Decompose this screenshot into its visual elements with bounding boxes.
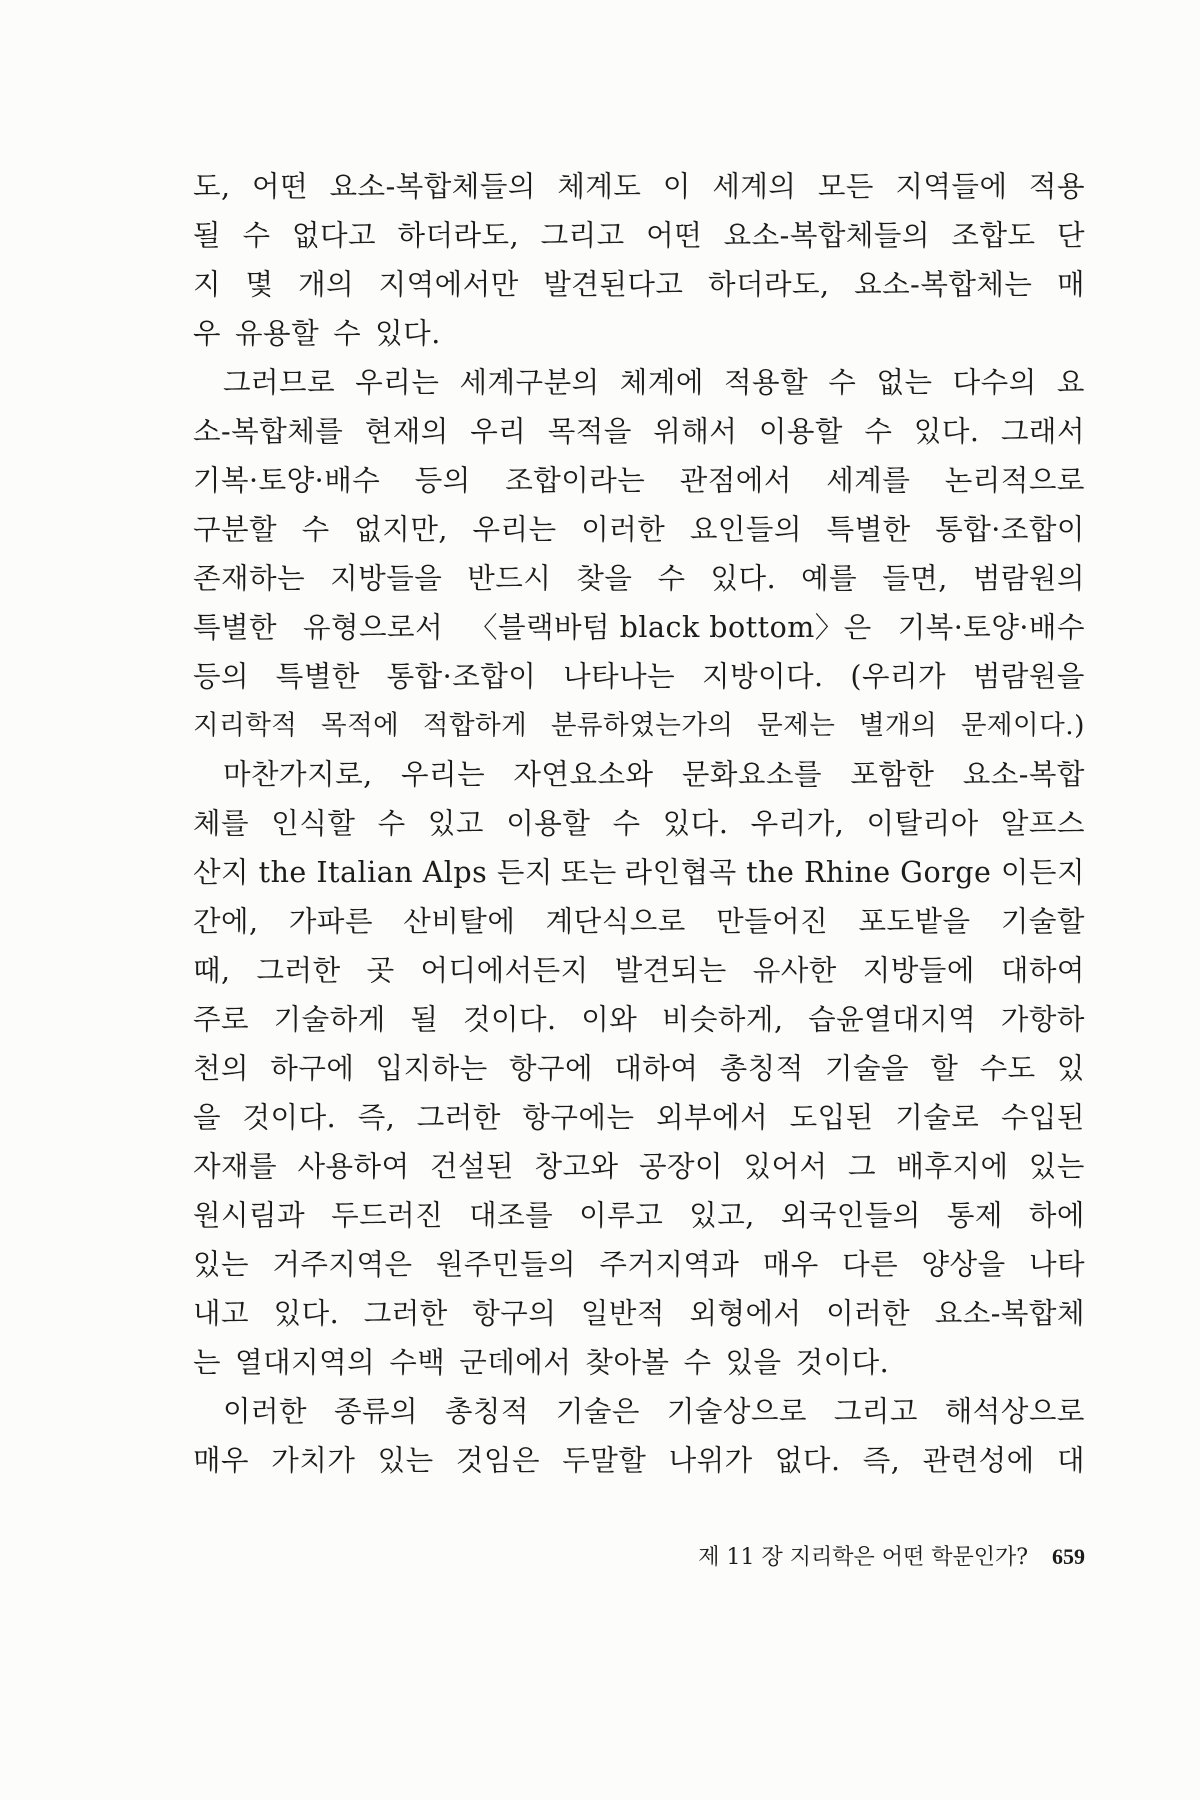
word: 비슷하게, (661, 1003, 784, 1036)
word: 요소-복합 (962, 758, 1085, 791)
word: 범람원의 (972, 562, 1085, 595)
word: 기술은 (555, 1395, 640, 1428)
word: 인식할 (271, 807, 356, 840)
word: 계단식으로 (545, 905, 686, 938)
word: 적용 (1028, 170, 1085, 203)
word: 할 (930, 1052, 959, 1085)
word: 항구에는 (522, 1101, 635, 1134)
word: 있다. (662, 807, 729, 840)
word: 일반적 (580, 1297, 665, 1330)
word: 어디에서든지 (420, 954, 589, 987)
word: 있을 (725, 1346, 782, 1379)
word: 알프스 (1000, 807, 1085, 840)
word: 특별한 (826, 513, 911, 546)
word: 체를 (193, 807, 250, 840)
word: 항구에 (508, 1052, 594, 1085)
word: 해석상으로 (944, 1395, 1085, 1428)
word: 통제 (946, 1199, 1003, 1232)
word: 개의 (298, 268, 355, 301)
word: 가항하 (1000, 1003, 1085, 1036)
word: 지역에서만 (378, 268, 519, 301)
word: 없지만, (354, 513, 448, 546)
word: 두드러진 (331, 1199, 444, 1232)
word: 것이다. (242, 1101, 337, 1134)
word: 어떤 (646, 219, 703, 252)
word: 찾아볼 (585, 1346, 670, 1379)
word: 하구에 (270, 1052, 355, 1085)
text-line (193, 1240, 1085, 1289)
word: 수 (242, 219, 271, 252)
word: 특별한 (275, 660, 360, 693)
word: 나타나는 (563, 660, 676, 693)
word: 원시림과 (193, 1199, 306, 1232)
word: 없다. (774, 1444, 841, 1477)
word: 나위가 (668, 1444, 753, 1477)
word: 항구의 (472, 1297, 557, 1330)
word: 두말할 (562, 1444, 647, 1477)
word: 수 (657, 562, 686, 595)
text-line (193, 1436, 1085, 1485)
word: 외국인들의 (780, 1199, 921, 1232)
word: 총칭적 (444, 1395, 529, 1428)
text-line (193, 1044, 1085, 1093)
word: 외부에서 (656, 1101, 769, 1134)
word: 곳 (366, 954, 395, 987)
text-line (193, 848, 1085, 897)
word: 것임은 (455, 1444, 541, 1477)
word: 될 (193, 219, 222, 252)
word: 매 (1056, 268, 1085, 301)
word: 입지하는 (375, 1052, 488, 1085)
word: 존재하는 (193, 562, 306, 595)
word: 문제는 (757, 710, 836, 741)
word: 포도밭을 (858, 905, 971, 938)
word: 지방이다. (701, 660, 824, 693)
word: 하더라도, (707, 268, 830, 301)
word: 우리는 (401, 758, 486, 791)
word: 분류하였는가의 (550, 710, 734, 741)
word: 세계구분의 (459, 366, 600, 399)
word: 그 (847, 1150, 876, 1183)
word: 때, (193, 954, 231, 987)
word: 양상을 (921, 1248, 1006, 1281)
word: 군데에서 (459, 1346, 572, 1379)
word: 다른 (842, 1248, 899, 1281)
word: 매우 (193, 1444, 250, 1477)
page-number: 659 (1052, 1544, 1085, 1569)
word: 관점에서 (679, 464, 792, 497)
word: 들면, (882, 562, 948, 595)
text-line (193, 260, 1085, 309)
word: (우리가 (850, 660, 947, 693)
word: 수 (377, 807, 406, 840)
word: 우리는 (355, 366, 440, 399)
word: 만들어진 (716, 905, 829, 938)
word: 도입된 (789, 1101, 874, 1134)
word: 주거지역과 (599, 1248, 740, 1281)
word: 요소-복합체 (934, 1297, 1085, 1330)
word: 있는 (1028, 1150, 1085, 1183)
word: 목적을 (547, 415, 632, 448)
body-text (193, 162, 1085, 1485)
page-footer (575, 1540, 1085, 1571)
word: 구분할 (193, 513, 278, 546)
word: 그래서 (1000, 415, 1085, 448)
word: 기복·토양·배수 (193, 464, 381, 497)
word: 통합·조합이 (935, 513, 1085, 546)
word: 발견된다고 (543, 268, 684, 301)
word: 사용하여 (297, 1150, 410, 1183)
word: 거주지역은 (272, 1248, 413, 1281)
word: 수 (301, 513, 330, 546)
word: 위해서 (653, 415, 738, 448)
word: 배후지에 (896, 1150, 1009, 1183)
word: 수백 (389, 1346, 446, 1379)
word: 지방들을 (330, 562, 443, 595)
word: 요소-복합체들의 (723, 219, 930, 252)
text-line (193, 1093, 1085, 1142)
word: 없는 (876, 366, 933, 399)
word: 이용할 (758, 415, 843, 448)
text-line (193, 1387, 1085, 1436)
text-line (193, 799, 1085, 848)
word: 있는 (377, 1444, 434, 1477)
word: 수 (683, 1346, 712, 1379)
word: 을 (193, 1101, 222, 1134)
word: 세계의 (712, 170, 797, 203)
word: 수도 (979, 1052, 1036, 1085)
word: 건설된 (430, 1150, 515, 1183)
word: 모든 (817, 170, 874, 203)
word: 관련성에 (922, 1444, 1035, 1477)
word: 조합이라는 (505, 464, 646, 497)
word: 요 (1056, 366, 1085, 399)
text-line (193, 554, 1085, 603)
word: 총칭적 (719, 1052, 804, 1085)
word: 어떤 (252, 170, 309, 203)
word: 통합·조합이 (386, 660, 537, 693)
word: 마찬가지로, (223, 758, 373, 791)
text-line (193, 750, 1085, 799)
word: 이러한 (223, 1395, 308, 1428)
word: 는 (193, 1346, 222, 1379)
word: 대조를 (469, 1199, 554, 1232)
word: 이루고 (579, 1199, 664, 1232)
text-line (193, 505, 1085, 554)
word: 목적에 (320, 710, 400, 741)
word: 이와 (581, 1003, 638, 1036)
word: 이러한 (581, 513, 666, 546)
word: 산비탈에 (403, 905, 516, 938)
text-line (193, 211, 1085, 260)
word: 예를 (801, 562, 858, 595)
word: 세계를 (826, 464, 911, 497)
word: 창고와 (534, 1150, 619, 1183)
word: 기술상으로 (666, 1395, 807, 1428)
word: 있다. (273, 1297, 340, 1330)
word: 기술하게 (273, 1003, 386, 1036)
word: 있다. (710, 562, 777, 595)
word: 습윤열대지역 (808, 1003, 977, 1036)
word: 매우 (762, 1248, 819, 1281)
word: 수 (612, 807, 641, 840)
word: 내고 (193, 1297, 250, 1330)
word: 하더라도, (397, 219, 520, 252)
word: 문제이다.) (960, 710, 1085, 741)
word: 기술을 (824, 1052, 910, 1085)
word: 반드시 (467, 562, 552, 595)
word: 이탈리아 (866, 807, 979, 840)
word: 문화요소를 (681, 758, 823, 791)
word: 체계도 (557, 170, 642, 203)
word: 산지 the Italian Alps 든지 (193, 856, 553, 889)
word: 천의 (193, 1052, 250, 1085)
word: 하에 (1028, 1199, 1085, 1232)
word: 라인협곡 the Rhine Gorge 이든지 (624, 856, 1085, 889)
word: 원주민들의 (435, 1248, 576, 1281)
word: 유용할 (235, 317, 320, 350)
word: 그러한 (416, 1101, 501, 1134)
word: 논리적으로 (944, 464, 1085, 497)
word: 대하여 (614, 1052, 699, 1085)
word: 〈블랙바텀 black bottom〉은 (468, 611, 872, 644)
text-line (193, 1191, 1085, 1240)
word: 우리가, (750, 807, 845, 840)
word: 몇 (245, 268, 274, 301)
word: 자연요소와 (513, 758, 654, 791)
word: 없다고 (291, 219, 377, 252)
word: 것이다. (462, 1003, 557, 1036)
word: 기술로 (895, 1101, 980, 1134)
word: 있는 (193, 1248, 250, 1281)
text-line (193, 946, 1085, 995)
word: 그리고 (833, 1395, 918, 1428)
word: 지역들에 (895, 170, 1008, 203)
word: 유형으로서 (302, 611, 444, 644)
word: 이러한 (826, 1297, 911, 1330)
word: 다수의 (952, 366, 1037, 399)
text-line (193, 456, 1085, 505)
text-line (193, 995, 1085, 1044)
word: 지 (193, 268, 222, 301)
running-title: 제 11 장 지리학은 어떤 학문인가? (698, 1545, 1028, 1570)
word: 별개의 (858, 710, 938, 741)
word: 공장이 (638, 1150, 724, 1183)
word: 있고, (689, 1199, 755, 1232)
text-line (193, 897, 1085, 946)
word: 대하여 (1000, 954, 1085, 987)
word: 기복·토양·배수 (897, 611, 1085, 644)
text-line (193, 701, 1085, 750)
word: 있다. (375, 317, 441, 350)
text-line (193, 1142, 1085, 1191)
word: 간에, (193, 905, 259, 938)
word: 있 (1056, 1052, 1085, 1085)
text-line (193, 309, 1085, 358)
word: 수 (333, 317, 362, 350)
word: 우 (193, 317, 222, 350)
word: 또는 (560, 856, 617, 889)
text-line (193, 652, 1085, 701)
word: 특별한 (193, 611, 278, 644)
word: 대 (1056, 1444, 1085, 1477)
word: 가치가 (271, 1444, 356, 1477)
word: 이용할 (506, 807, 591, 840)
word: 자재를 (193, 1150, 278, 1183)
word: 조합도 (951, 219, 1036, 252)
word: 종류의 (333, 1395, 419, 1428)
word: 있어서 (743, 1150, 828, 1183)
word: 지리학적 (193, 710, 298, 741)
word: 포함한 (850, 758, 935, 791)
text-line (193, 603, 1085, 652)
word: 등의 (414, 464, 471, 497)
word: 이 (662, 170, 691, 203)
word: 단 (1056, 219, 1085, 252)
word: 소-복합체를 (193, 415, 344, 448)
word: 즉, (862, 1444, 901, 1477)
word: 발견되는 (614, 954, 727, 987)
word: 체계에 (619, 366, 704, 399)
text-line (193, 1338, 1085, 1387)
word: 주로 (193, 1003, 250, 1036)
word: 수 (864, 415, 893, 448)
word: 될 (410, 1003, 439, 1036)
word: 그러므로 (223, 366, 336, 399)
word: 수 (828, 366, 857, 399)
text-line (193, 407, 1085, 456)
word: 나타 (1028, 1248, 1085, 1281)
word: 것이다. (795, 1346, 890, 1379)
word: 범람원을 (972, 660, 1085, 693)
word: 있고 (427, 807, 484, 840)
word: 적합하게 (422, 710, 528, 741)
word: 열대지역의 (235, 1346, 376, 1379)
word: 외형에서 (689, 1297, 802, 1330)
word: 가파른 (288, 905, 373, 938)
word: 요소-복합체들의 (329, 170, 536, 203)
word: 지방들에 (862, 954, 975, 987)
word: 수입된 (1000, 1101, 1085, 1134)
word: 적용할 (724, 366, 809, 399)
word: 현재의 (364, 415, 449, 448)
word: 등의 (193, 660, 250, 693)
word: 그리고 (540, 219, 625, 252)
word: 우리 (470, 415, 527, 448)
word: 있다. (913, 415, 980, 448)
text-line (193, 358, 1085, 407)
word: 즉, (357, 1101, 396, 1134)
word: 우리는 (472, 513, 557, 546)
word: 기술할 (1000, 905, 1085, 938)
text-line (193, 1289, 1085, 1338)
word: 그러한 (256, 954, 341, 987)
word: 유사한 (752, 954, 837, 987)
text-line (193, 162, 1085, 211)
word: 도, (193, 170, 231, 203)
word: 찾을 (576, 562, 633, 595)
word: 요인들의 (689, 513, 802, 546)
word: 그러한 (363, 1297, 448, 1330)
word: 요소-복합체는 (854, 268, 1033, 301)
